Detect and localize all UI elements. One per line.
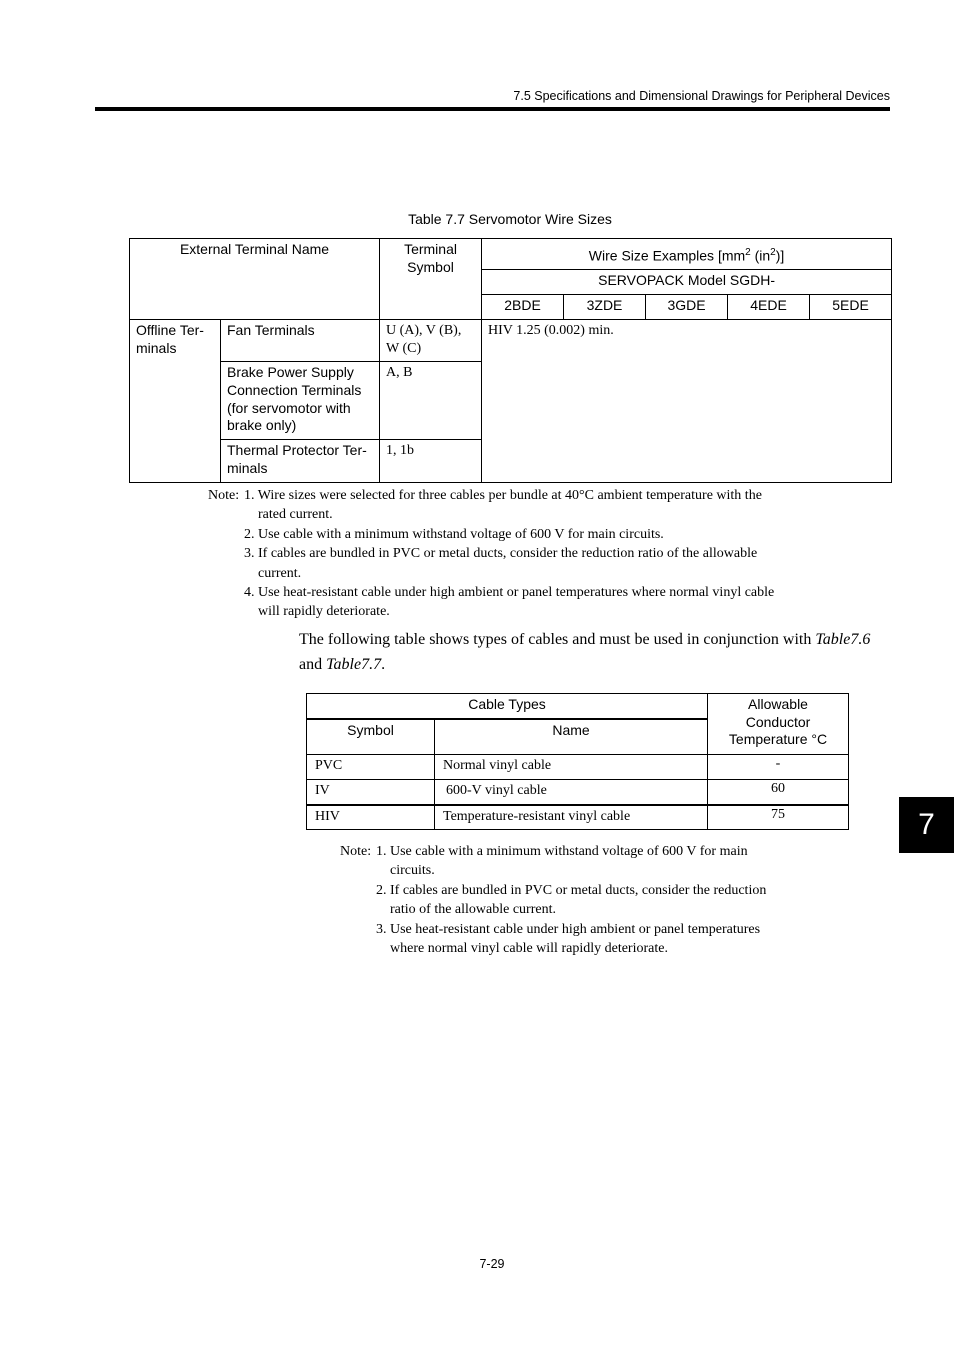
- table-reference: Table7.6: [815, 631, 871, 648]
- note-item: 2. If cables are bundled in PVC or metal ducts, consider the reduction ratio of the allowable current.: [376, 882, 767, 918]
- header-rule: [95, 107, 890, 111]
- row-symbol-thermal-protector: 1, 1b: [380, 440, 482, 483]
- note-item: 3. If cables are bundled in PVC or metal ducts, consider the reduction ratio of the allowable current.: [244, 546, 758, 581]
- header-cable-types: Cable Types: [307, 694, 708, 719]
- table-caption: Table 7.7 Servomotor Wire Sizes: [408, 211, 612, 227]
- model-3gde: 3GDE: [646, 295, 728, 320]
- group-offline-terminals: Offline Ter-minals: [130, 320, 221, 483]
- header-symbol: Symbol: [307, 719, 435, 755]
- header-wire-size-examples: Wire Size Examples [$mm^2$ $(in^2)$]: [482, 239, 892, 270]
- chapter-tab: 7: [899, 797, 954, 853]
- table-reference: Table7.7: [326, 655, 382, 673]
- table-row: [307, 805, 849, 830]
- model-4ede: 4EDE: [728, 295, 810, 320]
- cable-types-table: [306, 693, 849, 830]
- running-header: 7.5 Specifications and Dimensional Drawings for Peripheral Devices: [513, 89, 890, 103]
- body-paragraph: The following table shows types of cables and must be used in conjunction with Table7.6 and Table7.7.: [299, 631, 871, 673]
- row-name-fan-terminals: Fan Terminals: [221, 320, 380, 362]
- header-name: Name: [435, 719, 708, 755]
- header-servopack-model: SERVOPACK Model SGDH-: [482, 270, 892, 295]
- note-label: Note:: [208, 488, 240, 503]
- cable-temp: -: [708, 755, 849, 780]
- note-item: 4. Use heat-resistant cable under high ambient or panel temperatures where normal vinyl cable will rapidly deteriorate.: [244, 585, 775, 620]
- table-row: [307, 755, 849, 780]
- cable-symbol: IV: [307, 780, 435, 805]
- row-name-thermal-protector: Thermal Protector Ter-minals: [221, 440, 380, 483]
- model-5ede: 5EDE: [810, 295, 892, 320]
- cable-temp: 60: [708, 780, 849, 805]
- cable-symbol: HIV: [307, 805, 435, 830]
- cable-symbol: PVC: [307, 755, 435, 780]
- header-terminal-symbol: Terminal Symbol: [380, 239, 482, 320]
- note-item: 3. Use heat-resistant cable under high ambient or panel temperatures where normal vinyl cable will rapidly deteriorate.: [376, 921, 761, 957]
- header-allowable-temp: Allowable Conductor Temperature °C: [708, 694, 849, 755]
- table1-notes: [208, 486, 788, 622]
- cable-name: 600-V vinyl cable: [435, 780, 708, 805]
- model-2bde: 2BDE: [482, 295, 564, 320]
- wire-size-value: HIV 1.25 (0.002) min.: [482, 320, 892, 483]
- note-item: Note: 1. Wire sizes were selected for three cables per bundle at 40°C ambient temperature with the rated current.: [208, 486, 788, 525]
- page-number: 7-29: [479, 1257, 505, 1271]
- note-item: Note: 1. Use cable with a minimum withstand voltage of 600 V for main circuits.: [340, 842, 790, 881]
- row-name-brake-power-supply: Brake Power Supply Connection Terminals (for servomotor with brake only): [221, 362, 380, 440]
- table2-notes: [340, 842, 790, 958]
- servomotor-wire-sizes-table: [129, 238, 892, 483]
- cable-temp: 75: [708, 805, 849, 830]
- row-symbol-brake-power-supply: A, B: [380, 362, 482, 440]
- cable-name: Temperature-resistant vinyl cable: [435, 805, 708, 830]
- cable-name: Normal vinyl cable: [435, 755, 708, 780]
- row-symbol-fan-terminals: U (A), V (B), W (C): [380, 320, 482, 362]
- table-row: [307, 780, 849, 805]
- note-label: Note:: [340, 844, 372, 859]
- header-external-terminal-name: External Terminal Name: [130, 239, 380, 320]
- model-3zde: 3ZDE: [564, 295, 646, 320]
- note-item: 2. Use cable with a minimum withstand voltage of 600 V for main circuits.: [244, 526, 664, 542]
